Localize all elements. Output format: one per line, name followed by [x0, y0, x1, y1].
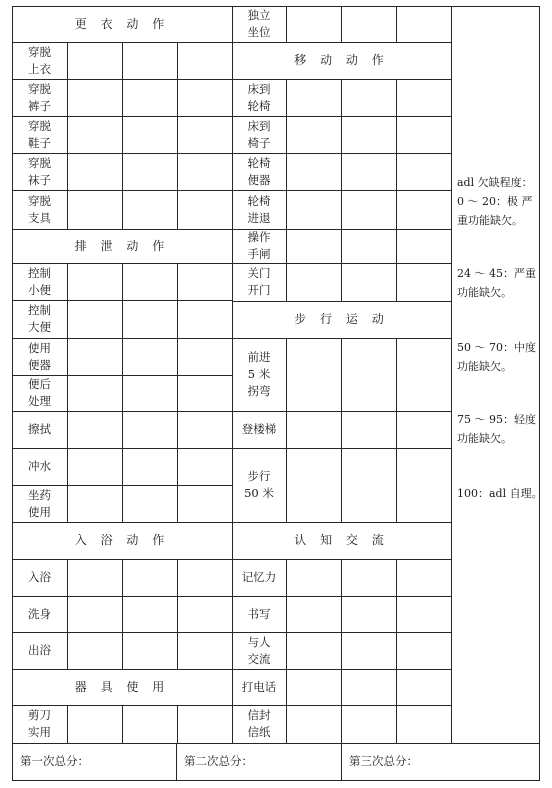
grid-line	[67, 42, 68, 229]
item-label: 床到 椅子	[247, 118, 271, 150]
totals-divider-1	[176, 743, 177, 780]
severity-note-moderate: 50 ～ 70：中度 功能缺欠。	[457, 341, 536, 373]
second-total-label: 第二次总分：	[184, 754, 253, 768]
item-label: 前进 5 米 拐弯	[247, 350, 271, 398]
grid-line	[286, 559, 287, 743]
section-header-cognition: 认 知 交 流	[294, 533, 389, 547]
grid-line	[341, 338, 342, 522]
item-label: 操作 手闸	[247, 230, 271, 261]
item-label: 坐药 使用	[28, 487, 51, 519]
grid-line	[122, 705, 123, 743]
item-label: 独立 坐位	[247, 8, 271, 39]
table-border-right	[539, 6, 540, 780]
item-label: 冲水	[28, 459, 51, 473]
item-label: 擦拭	[28, 422, 51, 436]
grid-line	[341, 6, 342, 42]
item-label: 书写	[247, 606, 271, 621]
grid-line	[67, 705, 68, 743]
section-header-bathing: 入 浴 动 作	[74, 533, 170, 547]
item-label: 记忆力	[241, 570, 277, 584]
grid-line	[67, 559, 68, 669]
section-header-dressing: 更 衣 动 作	[74, 16, 170, 31]
section-header-tools: 器 具 使 用	[74, 679, 170, 694]
grid-line	[177, 705, 178, 743]
item-label: 穿脱 鞋子	[28, 118, 51, 150]
grid-line	[122, 559, 123, 669]
item-label: 控制 小便	[28, 265, 51, 297]
item-label: 入浴	[28, 570, 51, 584]
item-label: 使用 便器	[28, 340, 51, 372]
grid-line	[396, 6, 397, 42]
item-label: 床到 轮椅	[247, 81, 271, 113]
item-label: 便后 处理	[28, 377, 51, 408]
grid-line	[286, 6, 287, 42]
item-label: 控制 大便	[28, 303, 51, 334]
grid-line	[396, 559, 397, 743]
item-label: 信封 信纸	[247, 708, 271, 739]
item-label: 轮椅 进退	[247, 193, 271, 225]
grid-line	[122, 263, 123, 522]
totals-divider-2	[341, 743, 342, 780]
severity-note-independent: 100：adl 自理。	[457, 487, 543, 500]
item-label: 出浴	[28, 643, 51, 657]
item-label: 与人 交流	[247, 634, 271, 666]
grid-line	[177, 559, 178, 669]
grid-line	[122, 42, 123, 229]
grid-line	[286, 338, 287, 522]
totals-top-line	[12, 743, 540, 744]
first-total-label: 第一次总分：	[20, 754, 89, 768]
section-header-walking: 步 行 运 动	[294, 312, 389, 326]
item-label: 穿脱 裤子	[28, 81, 51, 113]
item-label: 剪刀 实用	[28, 708, 51, 739]
item-label: 穿脱 袜子	[28, 155, 51, 187]
grid-line	[177, 263, 178, 522]
item-label: 轮椅 便器	[247, 155, 271, 187]
grid-line	[67, 263, 68, 522]
item-label: 洗身	[28, 606, 51, 621]
grid-line	[341, 559, 342, 743]
item-label: 打电话	[241, 679, 277, 694]
adl-severity-note: adl 欠缺程度： 0 ～ 20：极 严 重功能缺欠。	[457, 176, 533, 227]
item-label: 登楼梯	[241, 422, 277, 436]
severity-note-mild: 75 ～ 95：轻度 功能缺欠。	[457, 413, 536, 445]
item-label: 关门 开门	[247, 266, 271, 297]
grid-line	[396, 338, 397, 522]
severity-note-severe: 24 ～ 45：严重 功能缺欠。	[457, 267, 536, 299]
section-header-toileting: 排 泄 动 作	[74, 238, 170, 253]
item-label: 穿脱 上衣	[28, 44, 51, 76]
third-total-label: 第三次总分：	[349, 754, 418, 768]
grid-line	[177, 42, 178, 229]
table-border-bottom	[12, 780, 540, 781]
section-header-moving: 移 动 动 作	[294, 53, 389, 67]
item-label: 穿脱 支具	[28, 193, 51, 225]
notes-column-divider	[451, 6, 452, 743]
item-label: 步行 50 米	[244, 469, 274, 500]
